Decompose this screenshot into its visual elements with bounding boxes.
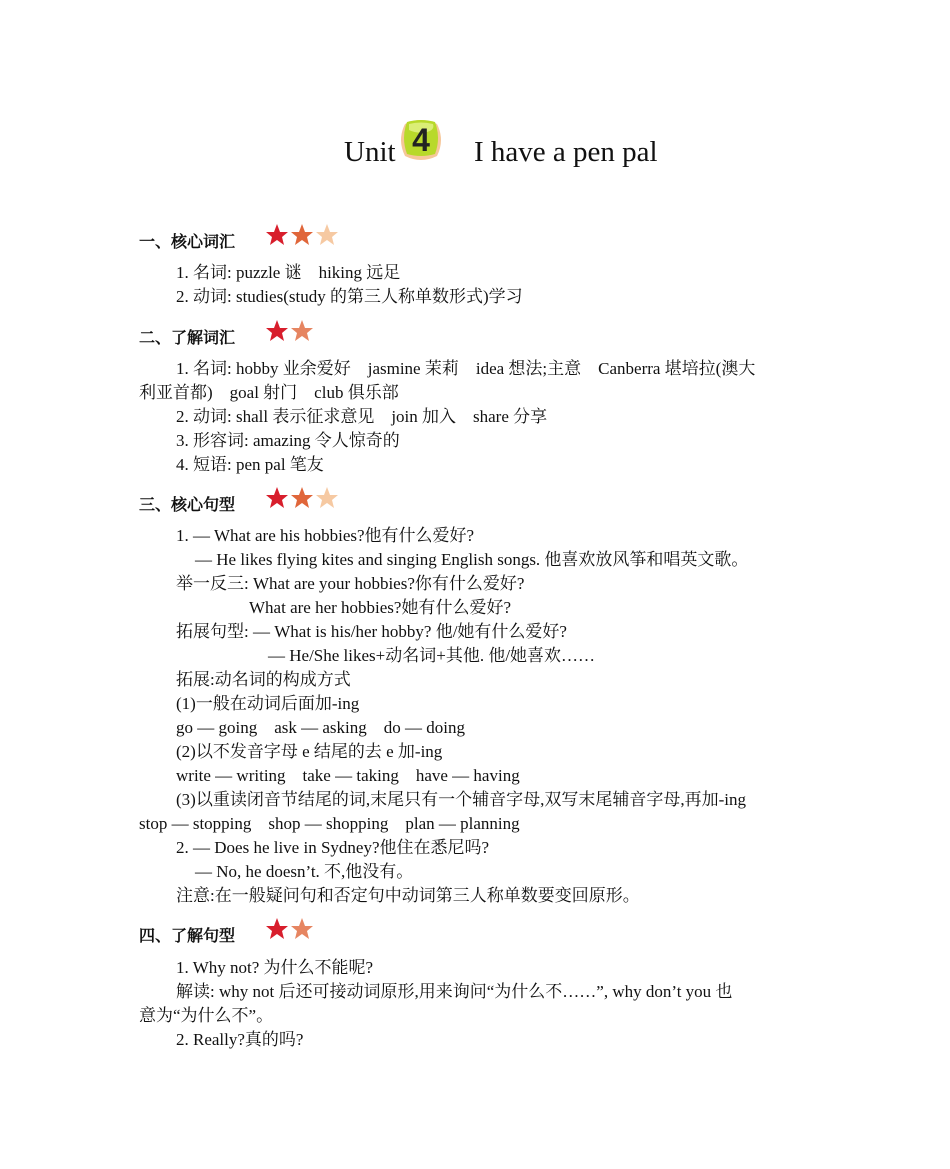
unit-number-text: 4 xyxy=(412,122,430,158)
star-icon xyxy=(316,487,338,508)
text-line: 意为“为什么不”。 xyxy=(139,1006,274,1025)
text-line: 举一反三: What are your hobbies?你有什么爱好? xyxy=(176,574,525,593)
star-icon xyxy=(266,320,288,341)
text-line: stop — stopping shop — shopping plan — planning xyxy=(139,814,520,833)
unit-label: Unit xyxy=(344,136,396,168)
text-line: — He likes flying kites and singing English songs. 他喜欢放风筝和唱英文歌。 xyxy=(195,550,749,569)
text-line: 1. 名词: hobby 业余爱好 jasmine 茉莉 idea 想法;主意 Canberra 堪培拉(澳大 xyxy=(176,359,756,378)
star-icon xyxy=(266,918,288,939)
unit-number-badge xyxy=(397,118,445,162)
text-line: 拓展句型: — What is his/her hobby? 他/她有什么爱好? xyxy=(176,622,567,641)
text-line: 利亚首都) goal 射门 club 俱乐部 xyxy=(139,383,399,402)
text-line: (2)以不发音字母 e 结尾的去 e 加-ing xyxy=(176,742,443,761)
rating-stars-2 xyxy=(265,916,321,944)
rating-stars-3 xyxy=(265,485,345,513)
text-line: 2. Really?真的吗? xyxy=(176,1030,304,1049)
text-line: 2. 动词: studies(study 的第三人称单数形式)学习 xyxy=(176,287,523,306)
section-heading-text: 一、核心词汇 xyxy=(139,232,236,251)
text-line: — No, he doesn’t. 不,他没有。 xyxy=(195,862,414,881)
unit-title-text: I have a pen pal xyxy=(474,136,658,168)
star-icon xyxy=(266,224,288,245)
text-line: (3)以重读闭音节结尾的词,末尾只有一个辅音字母,双写末尾辅音字母,再加-ing xyxy=(176,790,746,809)
text-line: 1. — What are his hobbies?他有什么爱好? xyxy=(176,526,475,545)
text-line: 解读: why not 后还可接动词原形,用来询问“为什么不……”, why don’t you 也 xyxy=(176,982,733,1001)
star-icon xyxy=(266,487,288,508)
text-line: 2. 动词: shall 表示征求意见 join 加入 share 分享 xyxy=(176,407,548,426)
text-line: 注意:在一般疑问句和否定句中动词第三人称单数要变回原形。 xyxy=(176,886,640,905)
star-icon xyxy=(291,320,313,341)
text-line: 3. 形容词: amazing 令人惊奇的 xyxy=(176,431,400,450)
star-icon xyxy=(291,224,313,245)
text-line: 拓展:动名词的构成方式 xyxy=(176,670,351,689)
text-line: What are her hobbies?她有什么爱好? xyxy=(249,598,511,617)
section-heading-text: 四、了解句型 xyxy=(139,926,236,945)
text-line: 2. — Does he live in Sydney?他住在悉尼吗? xyxy=(176,838,490,857)
text-line: go — going ask — asking do — doing xyxy=(176,718,465,737)
text-line: — He/She likes+动名词+其他. 他/她喜欢…… xyxy=(268,646,596,665)
unit-title xyxy=(0,115,950,185)
rating-stars-2 xyxy=(265,318,321,346)
section-heading-text: 三、核心句型 xyxy=(139,495,236,514)
text-line: write — writing take — taking have — having xyxy=(176,766,520,785)
text-line: 4. 短语: pen pal 笔友 xyxy=(176,455,324,474)
star-icon xyxy=(291,918,313,939)
section-heading-text: 二、了解词汇 xyxy=(139,328,236,347)
text-line: 1. Why not? 为什么不能呢? xyxy=(176,958,374,977)
star-icon xyxy=(291,487,313,508)
text-line: 1. 名词: puzzle 谜 hiking 远足 xyxy=(176,263,401,282)
rating-stars-3 xyxy=(265,222,345,250)
star-icon xyxy=(316,224,338,245)
text-line: (1)一般在动词后面加-ing xyxy=(176,694,360,713)
